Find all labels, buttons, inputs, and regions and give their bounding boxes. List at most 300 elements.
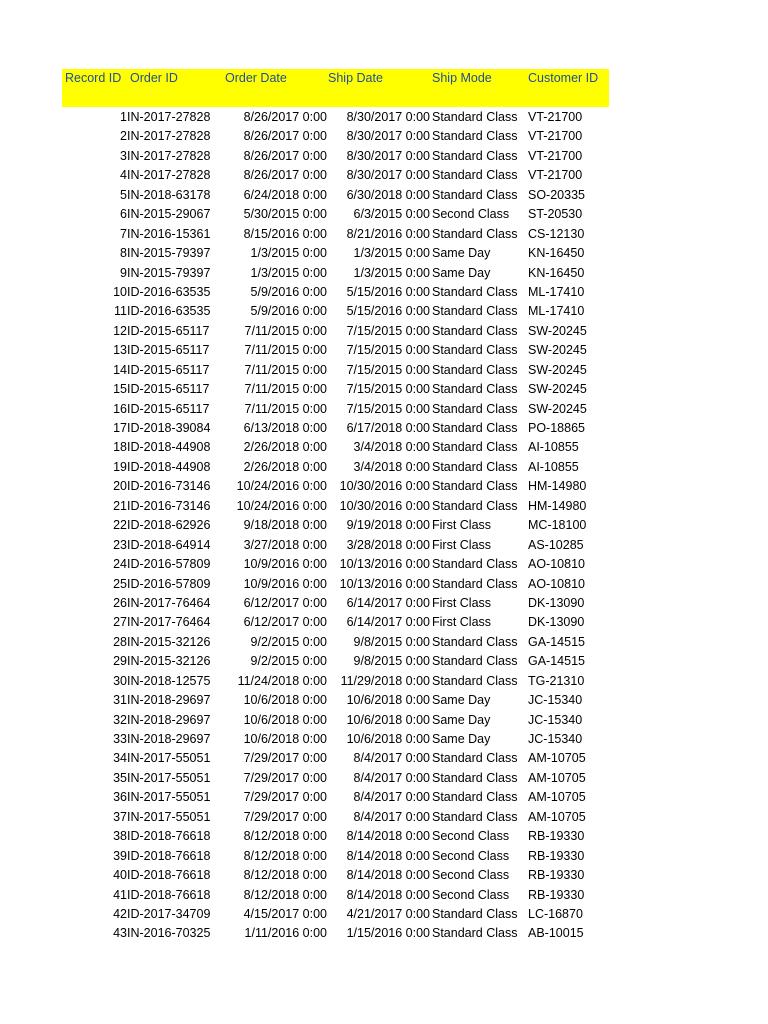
customer-id-cell[interactable]: ML-17410	[528, 284, 585, 299]
customer-id-cell[interactable]: AI-10855	[528, 459, 579, 474]
table-row[interactable]	[0, 632, 768, 651]
order-date-cell[interactable]: 2/26/2018 0:00	[243, 459, 327, 474]
ship-date-cell[interactable]: 8/30/2017 0:00	[346, 148, 430, 163]
record-id-cell[interactable]: 19	[113, 459, 127, 474]
ship-date-cell[interactable]: 8/14/2018 0:00	[346, 829, 430, 844]
order-date-cell[interactable]: 7/11/2015 0:00	[244, 382, 327, 397]
table-row[interactable]	[0, 807, 768, 826]
record-id-cell[interactable]: 34	[113, 751, 127, 766]
ship-date-cell[interactable]: 6/30/2018 0:00	[346, 187, 430, 202]
ship-date-cell[interactable]: 9/19/2018 0:00	[346, 518, 430, 533]
order-id-cell[interactable]: ID-2016-63535	[127, 304, 211, 319]
order-id-cell[interactable]: ID-2016-73146	[127, 479, 211, 494]
customer-id-cell[interactable]: HM-14980	[528, 498, 587, 513]
customer-id-cell[interactable]: AO-10810	[528, 557, 585, 572]
order-date-cell[interactable]: 11/24/2018 0:00	[237, 673, 327, 688]
order-id-cell[interactable]: ID-2018-62926	[127, 518, 211, 533]
ship-mode-cell[interactable]: Standard Class	[432, 751, 518, 766]
record-id-cell[interactable]: 1	[120, 110, 127, 124]
header-record-id[interactable]: Record ID	[65, 71, 122, 85]
order-date-cell[interactable]: 7/11/2015 0:00	[244, 343, 327, 358]
table-row[interactable]	[0, 301, 768, 320]
ship-mode-cell[interactable]: Standard Class	[432, 129, 518, 144]
record-id-cell[interactable]: 39	[113, 848, 127, 863]
ship-date-cell[interactable]: 10/13/2016 0:00	[339, 576, 430, 591]
ship-mode-cell[interactable]: First Class	[432, 595, 492, 610]
ship-mode-cell[interactable]: Standard Class	[432, 906, 518, 921]
record-id-cell[interactable]: 9	[120, 265, 127, 280]
customer-id-cell[interactable]: JC-15340	[528, 693, 583, 708]
ship-mode-cell[interactable]: Standard Class	[432, 770, 518, 785]
table-row[interactable]	[0, 379, 768, 398]
table-row[interactable]	[0, 710, 768, 729]
header-customer-id[interactable]: Customer ID	[528, 71, 599, 85]
ship-mode-cell[interactable]: Standard Class	[432, 110, 518, 124]
table-row[interactable]	[0, 748, 768, 767]
order-id-cell[interactable]: ID-2015-65117	[127, 362, 210, 377]
header-order-date[interactable]: Order Date	[225, 71, 287, 85]
ship-mode-cell[interactable]: Second Class	[432, 848, 510, 863]
ship-mode-cell[interactable]: Second Class	[432, 207, 510, 222]
customer-id-cell[interactable]: JC-15340	[528, 732, 583, 746]
customer-id-cell[interactable]: VT-21700	[528, 129, 583, 144]
table-row[interactable]	[0, 399, 768, 418]
table-row[interactable]	[0, 612, 768, 631]
order-id-cell[interactable]: IN-2017-27828	[127, 148, 211, 163]
customer-id-cell[interactable]: AS-10285	[528, 537, 584, 552]
ship-date-cell[interactable]: 8/4/2017 0:00	[353, 751, 430, 766]
record-id-cell[interactable]: 17	[113, 421, 127, 435]
order-date-cell[interactable]: 8/15/2016 0:00	[243, 226, 327, 241]
ship-mode-cell[interactable]: Standard Class	[432, 421, 518, 435]
record-id-cell[interactable]: 43	[113, 926, 127, 941]
ship-mode-cell[interactable]: Standard Class	[432, 168, 518, 183]
customer-id-cell[interactable]: HM-14980	[528, 479, 587, 494]
order-id-cell[interactable]: ID-2017-34709	[127, 906, 211, 921]
customer-id-cell[interactable]: JC-15340	[528, 712, 583, 727]
ship-mode-cell[interactable]: Standard Class	[432, 284, 518, 299]
customer-id-cell[interactable]: RB-19330	[528, 848, 585, 863]
order-id-cell[interactable]: IN-2015-79397	[127, 265, 211, 280]
record-id-cell[interactable]: 10	[113, 284, 127, 299]
order-date-cell[interactable]: 2/26/2018 0:00	[243, 440, 327, 455]
customer-id-cell[interactable]: AO-10810	[528, 576, 585, 591]
record-id-cell[interactable]: 5	[120, 187, 127, 202]
record-id-cell[interactable]: 22	[113, 518, 127, 533]
customer-id-cell[interactable]: SO-20335	[528, 187, 585, 202]
ship-date-cell[interactable]: 6/17/2018 0:00	[346, 421, 430, 435]
customer-id-cell[interactable]: RB-19330	[528, 868, 585, 883]
order-id-cell[interactable]: IN-2015-32126	[127, 634, 211, 649]
record-id-cell[interactable]: 25	[113, 576, 127, 591]
ship-date-cell[interactable]: 7/15/2015 0:00	[346, 343, 430, 358]
order-date-cell[interactable]: 7/11/2015 0:00	[244, 401, 327, 416]
record-id-cell[interactable]: 37	[113, 809, 127, 824]
ship-date-cell[interactable]: 10/13/2016 0:00	[339, 557, 430, 572]
ship-date-cell[interactable]: 10/6/2018 0:00	[346, 693, 430, 708]
order-id-cell[interactable]: IN-2017-27828	[127, 168, 211, 183]
order-date-cell[interactable]: 6/13/2018 0:00	[243, 421, 327, 435]
order-date-cell[interactable]: 9/2/2015 0:00	[250, 634, 327, 649]
order-id-cell[interactable]: ID-2016-63535	[127, 284, 211, 299]
order-date-cell[interactable]: 8/12/2018 0:00	[243, 848, 327, 863]
table-row[interactable]	[0, 243, 768, 262]
table-row[interactable]	[0, 885, 768, 904]
table-row[interactable]	[0, 360, 768, 379]
order-id-cell[interactable]: IN-2018-12575	[127, 673, 211, 688]
ship-mode-cell[interactable]: Standard Class	[432, 362, 518, 377]
ship-date-cell[interactable]: 8/21/2016 0:00	[346, 226, 430, 241]
order-date-cell[interactable]: 8/26/2017 0:00	[243, 148, 327, 163]
record-id-cell[interactable]: 18	[113, 440, 127, 455]
ship-date-cell[interactable]: 8/4/2017 0:00	[353, 770, 430, 785]
customer-id-cell[interactable]: DK-13090	[528, 595, 585, 610]
record-id-cell[interactable]: 11	[114, 304, 127, 319]
order-date-cell[interactable]: 8/26/2017 0:00	[243, 129, 327, 144]
table-row[interactable]	[0, 204, 768, 223]
ship-date-cell[interactable]: 10/6/2018 0:00	[346, 712, 430, 727]
order-id-cell[interactable]: IN-2016-15361	[127, 226, 211, 241]
ship-mode-cell[interactable]: Standard Class	[432, 226, 518, 241]
record-id-cell[interactable]: 16	[113, 401, 127, 416]
order-date-cell[interactable]: 7/29/2017 0:00	[243, 770, 327, 785]
order-id-cell[interactable]: IN-2018-29697	[127, 732, 211, 746]
ship-mode-cell[interactable]: Standard Class	[432, 382, 518, 397]
ship-mode-cell[interactable]: Second Class	[432, 829, 510, 844]
record-id-cell[interactable]: 7	[120, 226, 127, 241]
table-row[interactable]	[0, 593, 768, 612]
ship-date-cell[interactable]: 1/3/2015 0:00	[353, 246, 430, 261]
order-id-cell[interactable]: IN-2015-32126	[127, 654, 211, 669]
customer-id-cell[interactable]: SW-20245	[528, 343, 587, 358]
table-row[interactable]	[0, 263, 768, 282]
record-id-cell[interactable]: 13	[113, 343, 127, 358]
table-row[interactable]	[0, 165, 768, 184]
record-id-cell[interactable]: 4	[120, 168, 127, 183]
order-date-cell[interactable]: 4/15/2017 0:00	[243, 906, 327, 921]
order-date-cell[interactable]: 5/30/2015 0:00	[243, 207, 327, 222]
ship-date-cell[interactable]: 4/21/2017 0:00	[346, 906, 430, 921]
customer-id-cell[interactable]: KN-16450	[528, 246, 585, 261]
ship-date-cell[interactable]: 9/8/2015 0:00	[353, 654, 430, 669]
ship-mode-cell[interactable]: Standard Class	[432, 557, 518, 572]
ship-date-cell[interactable]: 8/4/2017 0:00	[353, 809, 430, 824]
ship-date-cell[interactable]: 3/4/2018 0:00	[353, 459, 430, 474]
record-id-cell[interactable]: 41	[113, 887, 127, 902]
record-id-cell[interactable]: 42	[113, 906, 127, 921]
table-row[interactable]	[0, 515, 768, 534]
header-ship-mode[interactable]: Ship Mode	[432, 71, 492, 85]
order-id-cell[interactable]: ID-2016-57809	[127, 557, 211, 572]
table-row[interactable]	[0, 671, 768, 690]
record-id-cell[interactable]: 21	[113, 498, 127, 513]
customer-id-cell[interactable]: PO-18865	[528, 421, 585, 435]
order-date-cell[interactable]: 7/29/2017 0:00	[243, 790, 327, 805]
record-id-cell[interactable]: 12	[113, 323, 127, 338]
order-id-cell[interactable]: IN-2015-29067	[127, 207, 211, 222]
ship-mode-cell[interactable]: Standard Class	[432, 926, 518, 941]
order-date-cell[interactable]: 1/3/2015 0:00	[250, 265, 327, 280]
order-id-cell[interactable]: ID-2015-65117	[127, 343, 210, 358]
customer-id-cell[interactable]: KN-16450	[528, 265, 585, 280]
customer-id-cell[interactable]: CS-12130	[528, 226, 585, 241]
ship-date-cell[interactable]: 1/15/2016 0:00	[346, 926, 430, 941]
table-row[interactable]	[0, 437, 768, 456]
customer-id-cell[interactable]: AM-10705	[528, 809, 586, 824]
ship-mode-cell[interactable]: Same Day	[432, 693, 491, 708]
ship-date-cell[interactable]: 8/14/2018 0:00	[346, 887, 430, 902]
record-id-cell[interactable]: 33	[113, 732, 127, 746]
customer-id-cell[interactable]: RB-19330	[528, 887, 585, 902]
record-id-cell[interactable]: 20	[113, 479, 127, 494]
order-id-cell[interactable]: ID-2018-76618	[127, 868, 211, 883]
order-id-cell[interactable]: IN-2015-79397	[127, 246, 211, 261]
order-id-cell[interactable]: ID-2018-76618	[127, 887, 211, 902]
order-date-cell[interactable]: 10/9/2016 0:00	[243, 576, 327, 591]
customer-id-cell[interactable]: GA-14515	[528, 654, 585, 669]
order-id-cell[interactable]: IN-2018-29697	[127, 712, 211, 727]
table-row[interactable]	[0, 340, 768, 359]
ship-mode-cell[interactable]: First Class	[432, 518, 492, 533]
customer-id-cell[interactable]: SW-20245	[528, 323, 587, 338]
table-row[interactable]	[0, 457, 768, 476]
ship-date-cell[interactable]: 8/30/2017 0:00	[346, 168, 430, 183]
customer-id-cell[interactable]: TG-21310	[528, 673, 585, 688]
order-date-cell[interactable]: 6/12/2017 0:00	[243, 615, 327, 630]
ship-mode-cell[interactable]: Second Class	[432, 868, 510, 883]
ship-mode-cell[interactable]: Standard Class	[432, 440, 518, 455]
ship-date-cell[interactable]: 9/8/2015 0:00	[353, 634, 430, 649]
ship-date-cell[interactable]: 6/14/2017 0:00	[346, 615, 430, 630]
ship-mode-cell[interactable]: Standard Class	[432, 323, 518, 338]
table-row[interactable]	[0, 554, 768, 573]
record-id-cell[interactable]: 26	[113, 595, 127, 610]
order-date-cell[interactable]: 8/12/2018 0:00	[243, 829, 327, 844]
ship-mode-cell[interactable]: Same Day	[432, 265, 491, 280]
order-date-cell[interactable]: 5/9/2016 0:00	[250, 284, 327, 299]
record-id-cell[interactable]: 6	[120, 207, 127, 222]
table-row[interactable]	[0, 146, 768, 165]
customer-id-cell[interactable]: AM-10705	[528, 790, 586, 805]
ship-mode-cell[interactable]: First Class	[432, 615, 492, 630]
customer-id-cell[interactable]: RB-19330	[528, 829, 585, 844]
record-id-cell[interactable]: 8	[120, 246, 127, 261]
order-id-cell[interactable]: IN-2017-27828	[127, 110, 211, 124]
order-id-cell[interactable]: IN-2017-27828	[127, 129, 211, 144]
ship-date-cell[interactable]: 8/4/2017 0:00	[353, 790, 430, 805]
record-id-cell[interactable]: 27	[113, 615, 127, 630]
order-date-cell[interactable]: 10/24/2016 0:00	[236, 479, 327, 494]
order-date-cell[interactable]: 6/24/2018 0:00	[243, 187, 327, 202]
ship-date-cell[interactable]: 11/29/2018 0:00	[340, 673, 430, 688]
ship-mode-cell[interactable]: Standard Class	[432, 634, 518, 649]
ship-date-cell[interactable]: 7/15/2015 0:00	[346, 382, 430, 397]
order-date-cell[interactable]: 3/27/2018 0:00	[243, 537, 327, 552]
customer-id-cell[interactable]: SW-20245	[528, 382, 587, 397]
customer-id-cell[interactable]: VT-21700	[528, 110, 583, 124]
ship-mode-cell[interactable]: Second Class	[432, 887, 510, 902]
ship-mode-cell[interactable]: Standard Class	[432, 809, 518, 824]
customer-id-cell[interactable]: LC-16870	[528, 906, 583, 921]
ship-mode-cell[interactable]: Same Day	[432, 246, 491, 261]
customer-id-cell[interactable]: GA-14515	[528, 634, 585, 649]
record-id-cell[interactable]: 29	[113, 654, 127, 669]
record-id-cell[interactable]: 38	[113, 829, 127, 844]
customer-id-cell[interactable]: SW-20245	[528, 362, 587, 377]
table-row[interactable]	[0, 651, 768, 670]
order-id-cell[interactable]: ID-2015-65117	[127, 382, 210, 397]
table-row[interactable]	[0, 904, 768, 923]
ship-date-cell[interactable]: 8/14/2018 0:00	[346, 868, 430, 883]
order-date-cell[interactable]: 8/26/2017 0:00	[243, 168, 327, 183]
ship-mode-cell[interactable]: Same Day	[432, 732, 491, 746]
order-date-cell[interactable]: 8/26/2017 0:00	[243, 110, 327, 124]
ship-date-cell[interactable]: 8/14/2018 0:00	[346, 848, 430, 863]
table-row[interactable]	[0, 185, 768, 204]
customer-id-cell[interactable]: ST-20530	[528, 207, 583, 222]
order-date-cell[interactable]: 1/11/2016 0:00	[244, 926, 327, 941]
ship-mode-cell[interactable]: Standard Class	[432, 498, 518, 513]
order-date-cell[interactable]: 10/6/2018 0:00	[243, 693, 327, 708]
order-date-cell[interactable]: 1/3/2015 0:00	[250, 246, 327, 261]
order-id-cell[interactable]: ID-2015-65117	[127, 323, 210, 338]
table-row[interactable]	[0, 418, 768, 437]
order-date-cell[interactable]: 9/18/2018 0:00	[243, 518, 327, 533]
order-id-cell[interactable]: ID-2018-64914	[127, 537, 211, 552]
customer-id-cell[interactable]: DK-13090	[528, 615, 585, 630]
order-id-cell[interactable]: ID-2016-57809	[127, 576, 211, 591]
record-id-cell[interactable]: 2	[120, 129, 127, 144]
ship-date-cell[interactable]: 10/30/2016 0:00	[339, 498, 430, 513]
order-id-cell[interactable]: ID-2018-44908	[127, 440, 211, 455]
order-id-cell[interactable]: ID-2018-76618	[127, 829, 211, 844]
order-id-cell[interactable]: IN-2017-76464	[127, 595, 211, 610]
ship-date-cell[interactable]: 3/4/2018 0:00	[353, 440, 430, 455]
ship-date-cell[interactable]: 6/3/2015 0:00	[353, 207, 430, 222]
header-ship-date[interactable]: Ship Date	[328, 71, 383, 85]
table-row[interactable]	[0, 476, 768, 495]
ship-mode-cell[interactable]: Standard Class	[432, 187, 518, 202]
order-id-cell[interactable]: ID-2015-65117	[127, 401, 210, 416]
record-id-cell[interactable]: 23	[113, 537, 127, 552]
customer-id-cell[interactable]: AI-10855	[528, 440, 579, 455]
customer-id-cell[interactable]: MC-18100	[528, 518, 587, 533]
ship-mode-cell[interactable]: Standard Class	[432, 673, 518, 688]
table-row[interactable]	[0, 846, 768, 865]
record-id-cell[interactable]: 40	[113, 868, 127, 883]
record-id-cell[interactable]: 15	[113, 382, 127, 397]
table-row[interactable]	[0, 923, 768, 942]
table-row[interactable]	[0, 282, 768, 301]
table-row[interactable]	[0, 496, 768, 515]
table-row[interactable]	[0, 535, 768, 554]
record-id-cell[interactable]: 30	[113, 673, 127, 688]
ship-date-cell[interactable]: 8/30/2017 0:00	[346, 110, 430, 124]
customer-id-cell[interactable]: ML-17410	[528, 304, 585, 319]
header-order-id[interactable]: Order ID	[130, 71, 178, 85]
ship-date-cell[interactable]: 5/15/2016 0:00	[346, 284, 430, 299]
ship-date-cell[interactable]: 6/14/2017 0:00	[346, 595, 430, 610]
ship-date-cell[interactable]: 10/6/2018 0:00	[346, 732, 430, 746]
record-id-cell[interactable]: 24	[113, 557, 127, 572]
ship-mode-cell[interactable]: Standard Class	[432, 304, 518, 319]
record-id-cell[interactable]: 36	[113, 790, 127, 805]
order-date-cell[interactable]: 5/9/2016 0:00	[250, 304, 327, 319]
ship-mode-cell[interactable]: Same Day	[432, 712, 491, 727]
order-date-cell[interactable]: 8/12/2018 0:00	[243, 887, 327, 902]
order-id-cell[interactable]: IN-2017-55051	[127, 770, 211, 785]
order-date-cell[interactable]: 10/24/2016 0:00	[236, 498, 327, 513]
ship-date-cell[interactable]: 1/3/2015 0:00	[353, 265, 430, 280]
table-row[interactable]	[0, 865, 768, 884]
customer-id-cell[interactable]: AM-10705	[528, 751, 586, 766]
ship-date-cell[interactable]: 10/30/2016 0:00	[339, 479, 430, 494]
table-row[interactable]	[0, 574, 768, 593]
table-row[interactable]	[0, 126, 768, 145]
record-id-cell[interactable]: 14	[113, 362, 127, 377]
table-row[interactable]	[0, 224, 768, 243]
customer-id-cell[interactable]: VT-21700	[528, 168, 583, 183]
customer-id-cell[interactable]: AB-10015	[528, 926, 584, 941]
record-id-cell[interactable]: 28	[113, 634, 127, 649]
ship-date-cell[interactable]: 7/15/2015 0:00	[346, 401, 430, 416]
order-date-cell[interactable]: 6/12/2017 0:00	[243, 595, 327, 610]
ship-date-cell[interactable]: 5/15/2016 0:00	[346, 304, 430, 319]
order-date-cell[interactable]: 7/11/2015 0:00	[244, 323, 327, 338]
table-row[interactable]	[0, 768, 768, 787]
order-date-cell[interactable]: 7/29/2017 0:00	[243, 751, 327, 766]
order-id-cell[interactable]: IN-2018-29697	[127, 693, 211, 708]
table-row[interactable]	[0, 787, 768, 806]
ship-mode-cell[interactable]: Standard Class	[432, 576, 518, 591]
ship-mode-cell[interactable]: Standard Class	[432, 654, 518, 669]
order-date-cell[interactable]: 8/12/2018 0:00	[243, 868, 327, 883]
ship-date-cell[interactable]: 7/15/2015 0:00	[346, 323, 430, 338]
order-id-cell[interactable]: ID-2018-39084	[127, 421, 211, 435]
table-row[interactable]	[0, 826, 768, 845]
record-id-cell[interactable]: 35	[113, 770, 127, 785]
order-id-cell[interactable]: IN-2016-70325	[127, 926, 211, 941]
ship-mode-cell[interactable]: Standard Class	[432, 459, 518, 474]
order-id-cell[interactable]: IN-2017-55051	[127, 751, 211, 766]
customer-id-cell[interactable]: SW-20245	[528, 401, 587, 416]
record-id-cell[interactable]: 31	[113, 693, 127, 708]
order-id-cell[interactable]: IN-2018-63178	[127, 187, 211, 202]
customer-id-cell[interactable]: VT-21700	[528, 148, 583, 163]
ship-date-cell[interactable]: 3/28/2018 0:00	[346, 537, 430, 552]
record-id-cell[interactable]: 32	[113, 712, 127, 727]
ship-mode-cell[interactable]: First Class	[432, 537, 492, 552]
ship-mode-cell[interactable]: Standard Class	[432, 790, 518, 805]
ship-mode-cell[interactable]: Standard Class	[432, 479, 518, 494]
customer-id-cell[interactable]: AM-10705	[528, 770, 586, 785]
order-date-cell[interactable]: 7/29/2017 0:00	[243, 809, 327, 824]
order-date-cell[interactable]: 7/11/2015 0:00	[244, 362, 327, 377]
order-id-cell[interactable]: ID-2016-73146	[127, 498, 211, 513]
order-id-cell[interactable]: ID-2018-44908	[127, 459, 211, 474]
record-id-cell[interactable]: 3	[120, 148, 127, 163]
order-id-cell[interactable]: IN-2017-55051	[127, 790, 211, 805]
order-id-cell[interactable]: IN-2017-55051	[127, 809, 211, 824]
order-date-cell[interactable]: 10/6/2018 0:00	[243, 732, 327, 746]
order-id-cell[interactable]: ID-2018-76618	[127, 848, 211, 863]
order-id-cell[interactable]: IN-2017-76464	[127, 615, 211, 630]
order-date-cell[interactable]: 10/9/2016 0:00	[243, 557, 327, 572]
ship-mode-cell[interactable]: Standard Class	[432, 148, 518, 163]
ship-mode-cell[interactable]: Standard Class	[432, 343, 518, 358]
order-date-cell[interactable]: 9/2/2015 0:00	[250, 654, 327, 669]
table-row[interactable]	[0, 729, 768, 748]
